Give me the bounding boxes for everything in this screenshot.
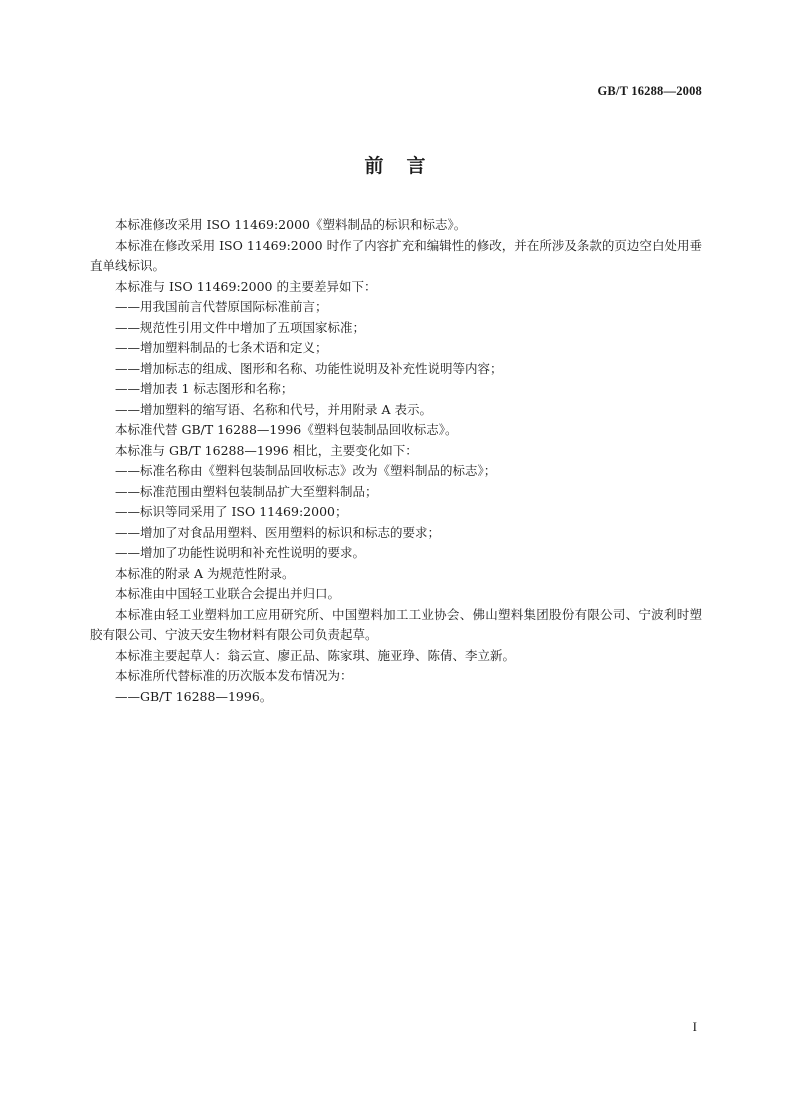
standard-code: GB/T 16288—2008	[597, 84, 702, 98]
paragraph: 本标准与 ISO 11469:2000 的主要差异如下：	[115, 278, 377, 294]
foreword-body	[90, 215, 702, 707]
page-title: 前 言	[364, 155, 428, 177]
page-number: I	[692, 1019, 697, 1034]
list-item: ——用我国前言代替原国际标准前言；	[115, 299, 328, 314]
list-item: ——标准名称由《塑料包装制品回收标志》改为《塑料制品的标志》；	[115, 463, 497, 478]
list-item: ——标准范围由塑料包装制品扩大至塑料制品；	[115, 483, 378, 499]
list-item: ——增加表 1 标志图形和名称；	[115, 381, 294, 396]
list-item: ——增加塑料的缩写语、名称和代号，并用附录 A 表示。	[115, 401, 432, 417]
paragraph: 本标准代替 GB/T 16288—1996《塑料包装制品回收标志》。	[115, 422, 458, 437]
list-item: ——标识等同采用了 ISO 11469:2000；	[115, 504, 348, 519]
list-item: ——增加塑料制品的七条术语和定义；	[115, 340, 328, 355]
paragraph: 本标准修改采用 ISO 11469:2000《塑料制品的标识和标志》。	[115, 217, 467, 232]
paragraph: 本标准由中国轻工业联合会提出并归口。	[115, 586, 341, 601]
list-item: ——规范性引用文件中增加了五项国家标准；	[115, 319, 366, 335]
paragraph: 本标准所代替标准的历次版本发布情况为：	[115, 668, 353, 683]
list-item: ——增加了功能性说明和补充性说明的要求。	[115, 545, 366, 560]
paragraph: 本标准在修改采用 ISO 11469:2000 时作了内容扩充和编辑性的修改，并在所涉及条款的页边空白处用垂直单线标识。	[90, 237, 702, 273]
list-item: ——GB/T 16288—1996。	[115, 688, 273, 704]
paragraph: 本标准由轻工业塑料加工应用研究所、中国塑料加工工业协会、佛山塑料集团股份有限公司、宁波利时塑胶有限公司、宁波天安生物材料有限公司负责起草。	[90, 606, 702, 642]
paragraph: 本标准的附录 A 为规范性附录。	[115, 565, 295, 581]
list-item: ——增加了对食品用塑料、医用塑料的标识和标志的要求；	[115, 524, 441, 540]
paragraph: 本标准主要起草人：翁云宣、廖正品、陈家琪、施亚琤、陈倩、李立新。	[115, 647, 516, 663]
paragraph: 本标准与 GB/T 16288—1996 相比，主要变化如下：	[115, 442, 418, 458]
list-item: ——增加标志的组成、图形和名称、功能性说明及补充性说明等内容；	[115, 360, 503, 376]
